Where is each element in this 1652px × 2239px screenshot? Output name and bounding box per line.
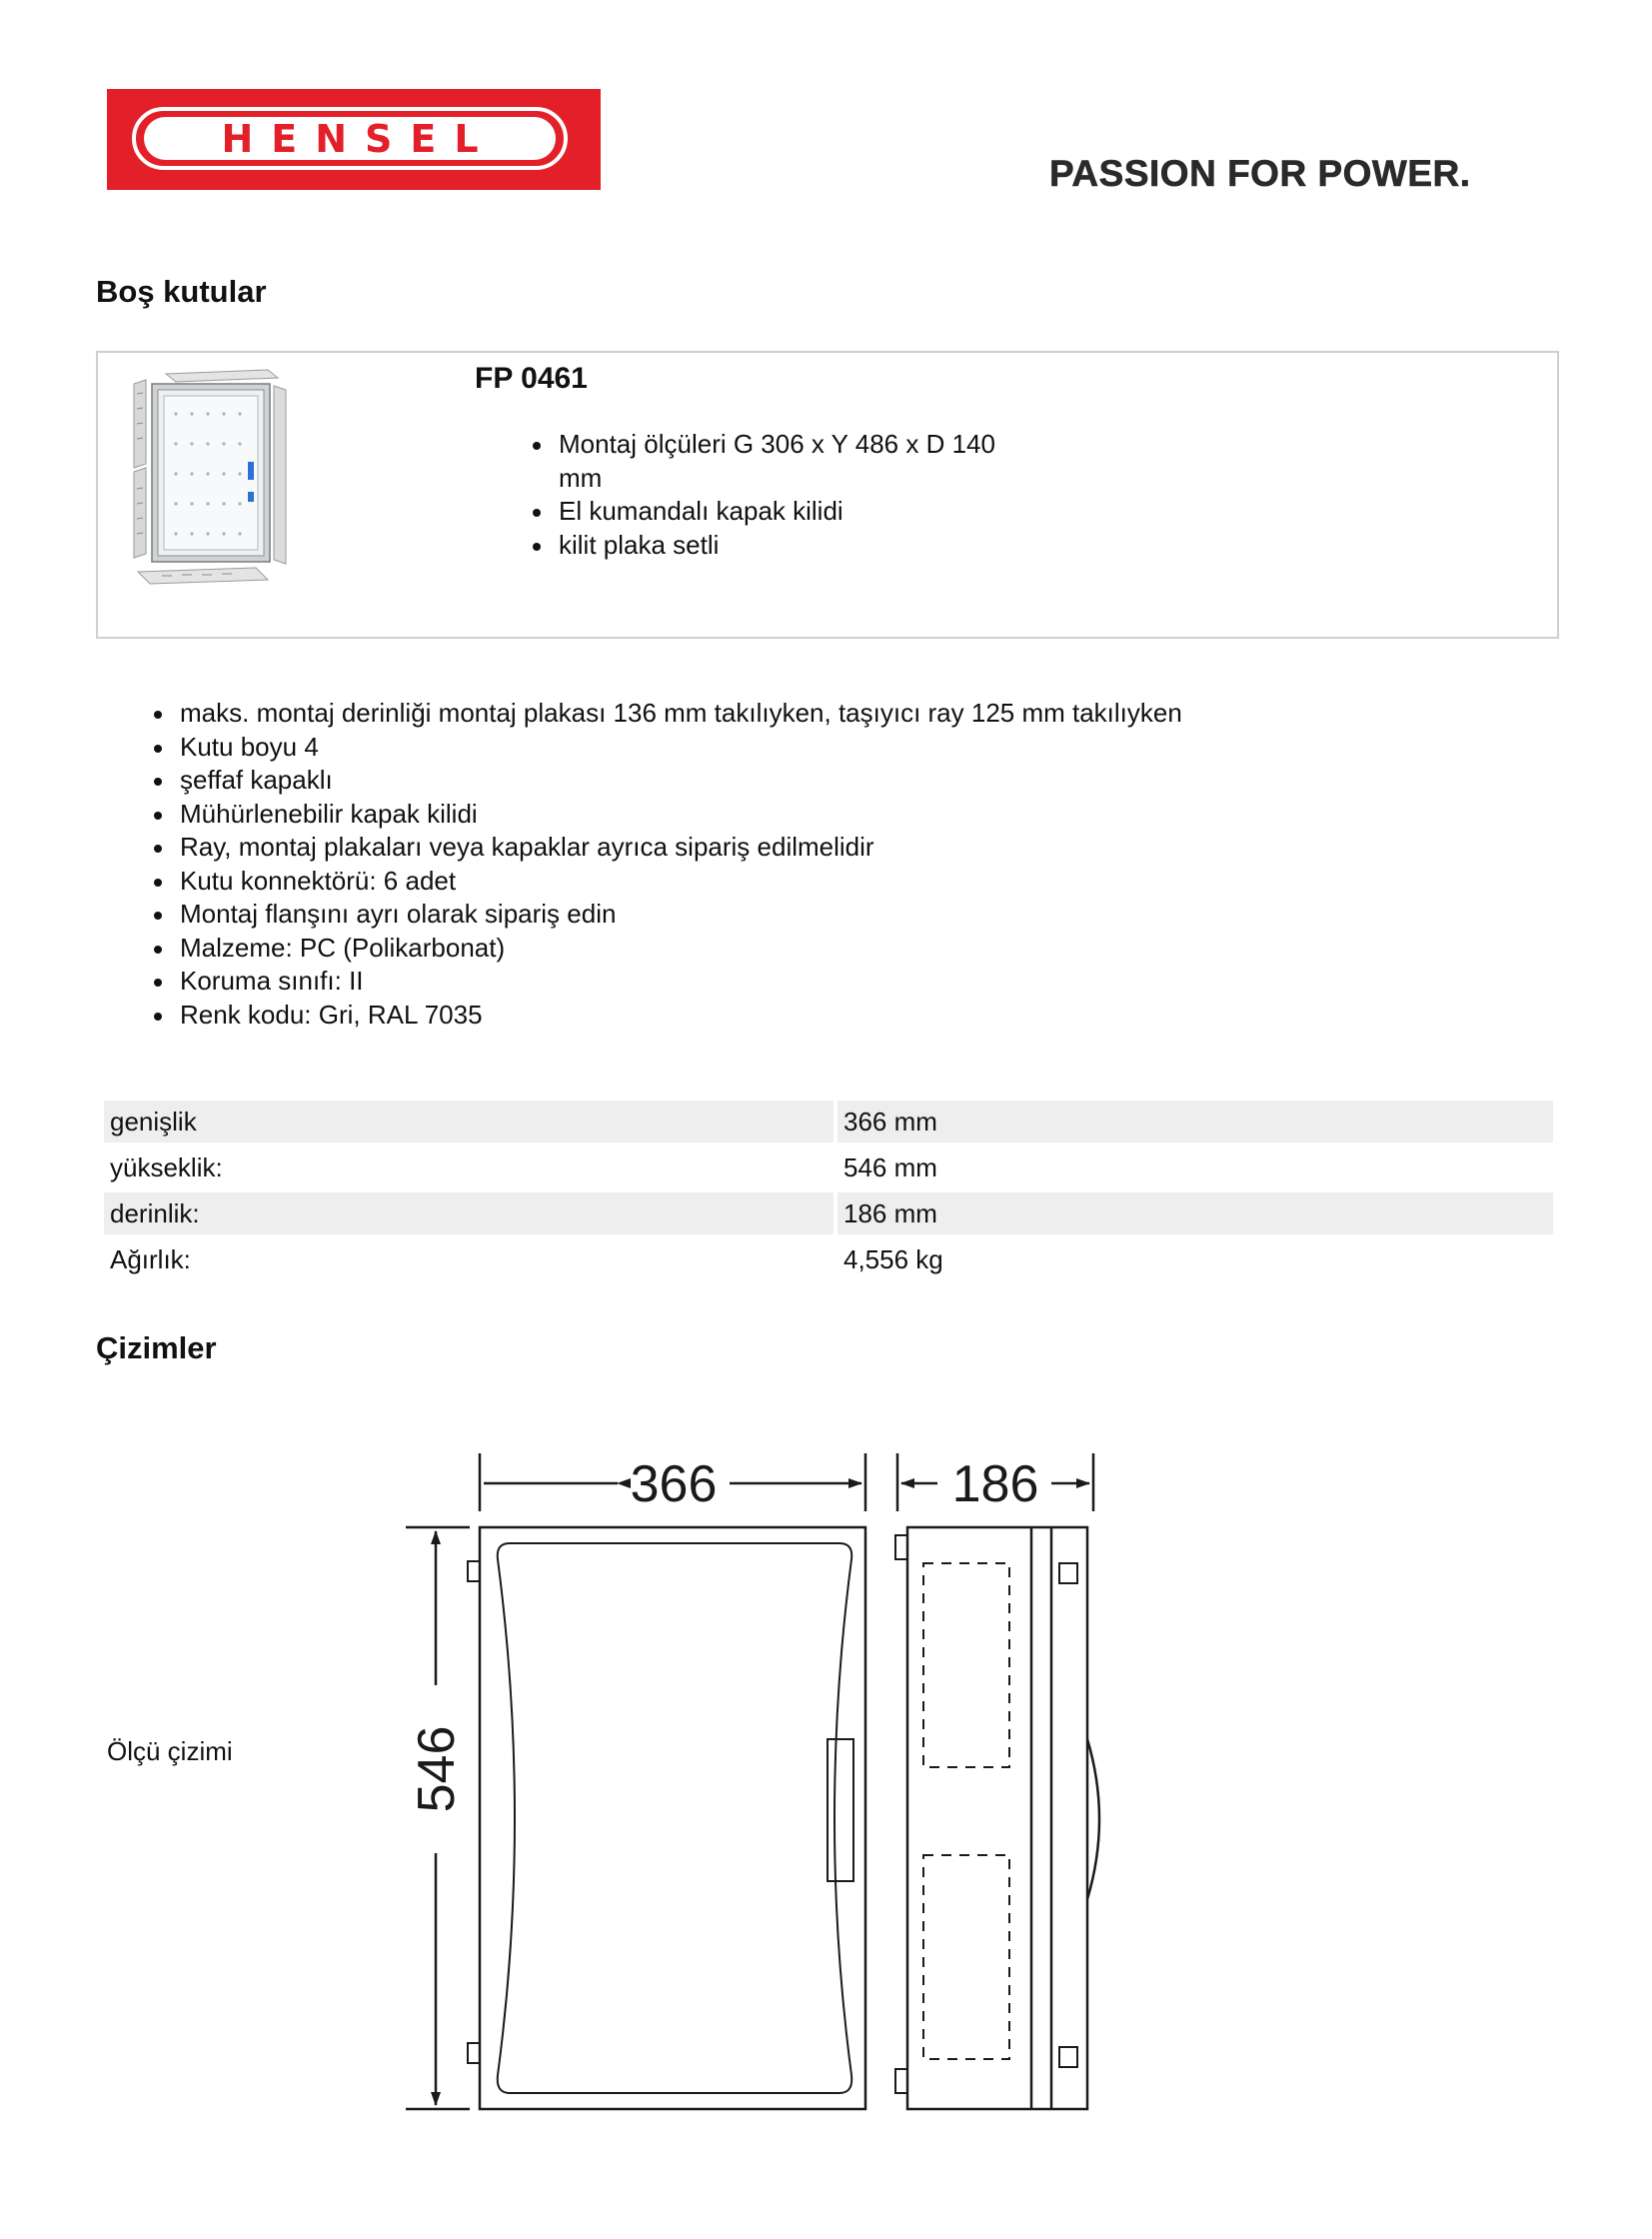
hensel-logo xyxy=(107,89,601,190)
spec-label: yükseklik: xyxy=(110,1151,223,1182)
feature-item: Renk kodu: Gri, RAL 7035 xyxy=(180,999,1479,1033)
feature-item: Kutu boyu 4 xyxy=(180,731,1479,765)
feature-item: Malzeme: PC (Polikarbonat) xyxy=(180,932,1479,966)
logo-text: HENSEL xyxy=(221,116,497,161)
card-feature-item: El kumandalı kapak kilidi xyxy=(559,495,1038,529)
card-feature-list xyxy=(559,428,1038,562)
dimension-drawing xyxy=(400,1439,1119,2129)
logo-pill xyxy=(144,117,556,160)
feature-item: maks. montaj derinliği montaj plakası 136 mm takılıyken, taşıyıcı ray 125 mm takılıyken xyxy=(180,697,1479,731)
height-dimension-label: 546 xyxy=(408,1725,466,1813)
width-dimension-label: 366 xyxy=(630,1455,718,1513)
drawing-label: Ölçü çizimi xyxy=(107,1736,233,1766)
section-title-drawings: Çizimler xyxy=(96,1330,217,1365)
feature-item: Koruma sınıfı: II xyxy=(180,965,1479,999)
spec-label: derinlik: xyxy=(104,1192,833,1234)
card-feature-item: kilit plaka setli xyxy=(559,529,1038,563)
feature-item: Mühürlenebilir kapak kilidi xyxy=(180,798,1479,832)
feature-item: Kutu konnektörü: 6 adet xyxy=(180,865,1479,899)
spec-value: 186 mm xyxy=(837,1192,1553,1234)
section-title-empty-boxes: Boş kutular xyxy=(96,274,267,309)
depth-dimension-label: 186 xyxy=(951,1455,1039,1513)
slogan: PASSION FOR POWER. xyxy=(1049,153,1471,194)
card-feature-item: Montaj ölçüleri G 306 x Y 486 x D 140 mm xyxy=(559,428,1038,495)
table-row xyxy=(104,1101,1553,1142)
table-row xyxy=(104,1146,1553,1188)
feature-list xyxy=(180,697,1479,1032)
spec-value: 546 mm xyxy=(843,1151,937,1182)
feature-item: şeffaf kapaklı xyxy=(180,764,1479,798)
table-row xyxy=(104,1238,1553,1280)
product-code: FP 0461 xyxy=(475,362,588,395)
spec-table xyxy=(100,1097,1557,1284)
spec-label: genişlik xyxy=(104,1101,833,1142)
feature-item: Montaj flanşını ayrı olarak sipariş edin xyxy=(180,898,1479,932)
feature-item: Ray, montaj plakaları veya kapaklar ayrıca sipariş edilmelidir xyxy=(180,831,1479,865)
logo-outline xyxy=(132,107,568,170)
spec-value: 4,556 kg xyxy=(843,1243,943,1274)
table-row xyxy=(104,1192,1553,1234)
spec-label: Ağırlık: xyxy=(110,1243,191,1274)
spec-value: 366 mm xyxy=(837,1101,1553,1142)
product-image xyxy=(128,364,288,599)
